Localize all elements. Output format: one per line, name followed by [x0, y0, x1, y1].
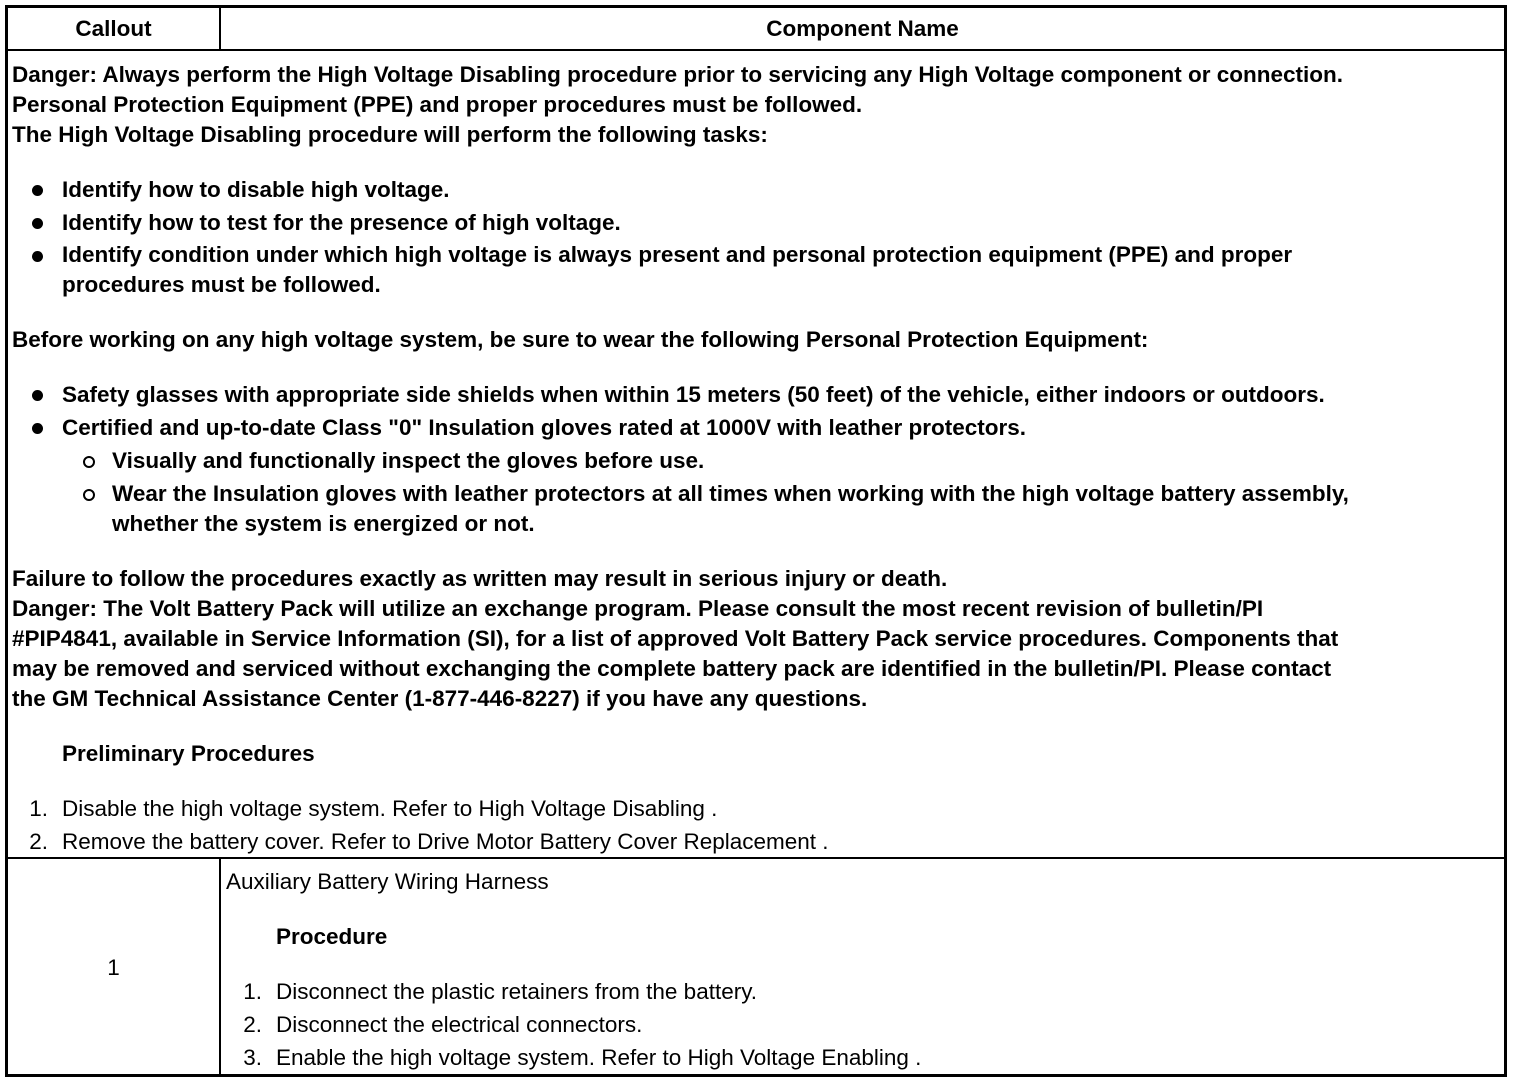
bullet-icon [32, 423, 43, 434]
callout-number: 1 [107, 955, 120, 980]
procedure-step: Disconnect the plastic retainers from the battery. [276, 979, 758, 1004]
task-item-continued: procedures must be followed. [62, 272, 381, 297]
ppe-intro: Before working on any high voltage system, be sure to wear the following Personal Protection Equipment: [12, 327, 1149, 352]
step-number: 1. [29, 796, 48, 821]
glove-subitem: Wear the Insulation gloves with leather protectors at all times when working with the high voltage battery assembly, [112, 481, 1349, 506]
danger-line: The High Voltage Disabling procedure will perform the following tasks: [12, 122, 768, 147]
step-number: 2. [29, 829, 48, 854]
danger-notice-cell [8, 51, 1504, 859]
procedure-step: Enable the high voltage system. Refer to High Voltage Enabling . [276, 1045, 922, 1070]
failure-line: #PIP4841, available in Service Information (SI), for a list of approved Volt Battery Pack service procedures. Components that [12, 626, 1339, 651]
bullet-icon [32, 390, 43, 401]
step-number: 1. [243, 979, 262, 1004]
step-number: 3. [243, 1045, 262, 1070]
callout-column-header: Callout [75, 16, 152, 41]
task-item: Identify condition under which high voltage is always present and personal protection equipment (PPE) and proper [62, 242, 1293, 267]
procedure-step: Disconnect the electrical connectors. [276, 1012, 643, 1037]
column-divider [219, 859, 221, 1074]
preliminary-step: Disable the high voltage system. Refer to High Voltage Disabling . [62, 796, 718, 821]
bullet-icon [32, 185, 43, 196]
bullet-icon [32, 251, 43, 262]
failure-line: Failure to follow the procedures exactly as written may result in serious injury or death. [12, 566, 948, 591]
sub-bullet-icon [83, 489, 95, 501]
failure-line: Danger: The Volt Battery Pack will utilize an exchange program. Please consult the most recent revision of bulletin/PI [12, 596, 1264, 621]
glove-subitem-continued: whether the system is energized or not. [112, 511, 535, 536]
failure-line: the GM Technical Assistance Center (1-877-446-8227) if you have any questions. [12, 686, 868, 711]
sub-bullet-icon [83, 456, 95, 468]
failure-line: may be removed and serviced without exchanging the complete battery pack are identified in the bulletin/PI. Please contact [12, 656, 1332, 681]
ppe-item: Safety glasses with appropriate side shields when within 15 meters (50 feet) of the vehicle, either indoors or outdoors. [62, 382, 1325, 407]
ppe-item: Certified and up-to-date Class "0" Insulation gloves rated at 1000V with leather protectors. [62, 415, 1027, 440]
task-item: Identify how to disable high voltage. [62, 177, 450, 202]
preliminary-procedures-title: Preliminary Procedures [62, 741, 315, 766]
danger-line: Personal Protection Equipment (PPE) and proper procedures must be followed. [12, 92, 863, 117]
step-number: 2. [243, 1012, 262, 1037]
table-header-row [8, 8, 1504, 51]
procedure-table [5, 5, 1507, 1077]
component-name: Auxiliary Battery Wiring Harness [226, 869, 549, 894]
preliminary-step: Remove the battery cover. Refer to Drive Motor Battery Cover Replacement . [62, 829, 829, 854]
procedure-title: Procedure [276, 924, 388, 949]
table-row [8, 859, 1504, 1074]
glove-subitem: Visually and functionally inspect the gloves before use. [112, 448, 705, 473]
component-name-column-header: Component Name [766, 16, 959, 41]
task-item: Identify how to test for the presence of high voltage. [62, 210, 621, 235]
bullet-icon [32, 218, 43, 229]
danger-line: Danger: Always perform the High Voltage Disabling procedure prior to servicing any High Voltage component or connection. [12, 62, 1344, 87]
